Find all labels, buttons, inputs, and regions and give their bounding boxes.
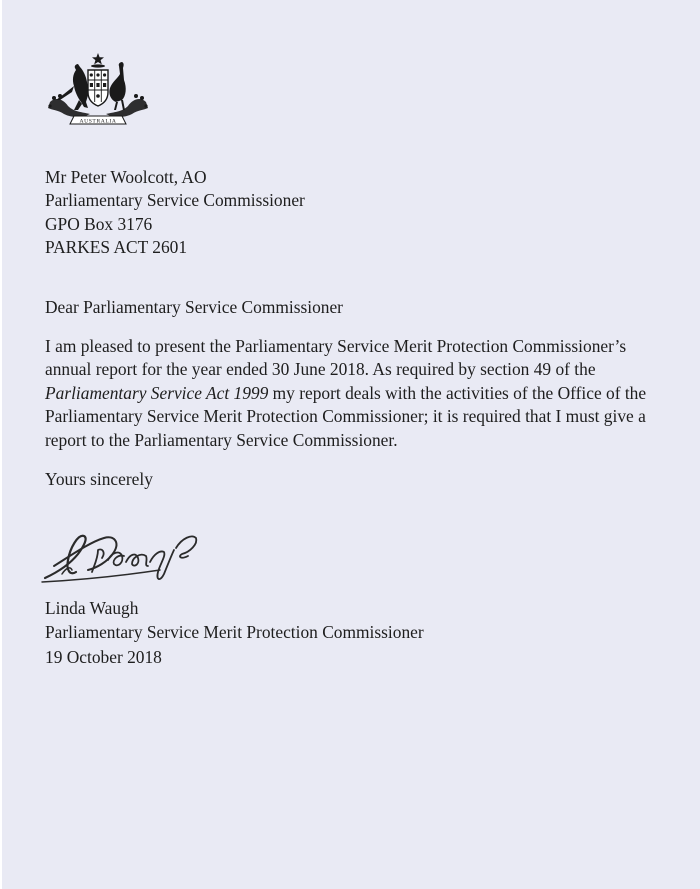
recipient-po-box: GPO Box 3176 xyxy=(45,213,153,234)
signoff-block xyxy=(45,597,665,669)
signature-image xyxy=(40,526,202,588)
letter-date: 19 October 2018 xyxy=(45,646,162,667)
recipient-name: Mr Peter Woolcott, AO xyxy=(45,167,207,187)
coat-of-arms-icon xyxy=(46,52,150,132)
recipient-locality: PARKES ACT 2601 xyxy=(45,237,188,258)
signatory-title: Parliamentary Service Merit Protection Commissioner xyxy=(45,622,424,643)
body-text-part-1: I am pleased to present the Parliamentary Service Merit Protection Commissioner’s annual report for the year ended 30 June 2018. As required by section 49 of the xyxy=(45,336,627,380)
crest-ribbon-text: AUSTRALIA xyxy=(79,118,117,125)
recipient-title: Parliamentary Service Commissioner xyxy=(45,190,305,211)
signatory-name: Linda Waugh xyxy=(45,598,139,618)
body-text-part-2: my report deals with the activities of the Office of the Parliamentary Service Merit Protection Commissioner; it is required that I must give a report to the Parliamentary Service Commissioner. xyxy=(45,382,647,450)
letter-page xyxy=(2,0,700,889)
closing: Yours sincerely xyxy=(45,469,153,489)
act-name: Parliamentary Service Act 1999 xyxy=(45,382,269,403)
salutation: Dear Parliamentary Service Commissioner xyxy=(45,297,343,317)
letter-body xyxy=(45,335,665,452)
recipient-address xyxy=(45,166,665,260)
